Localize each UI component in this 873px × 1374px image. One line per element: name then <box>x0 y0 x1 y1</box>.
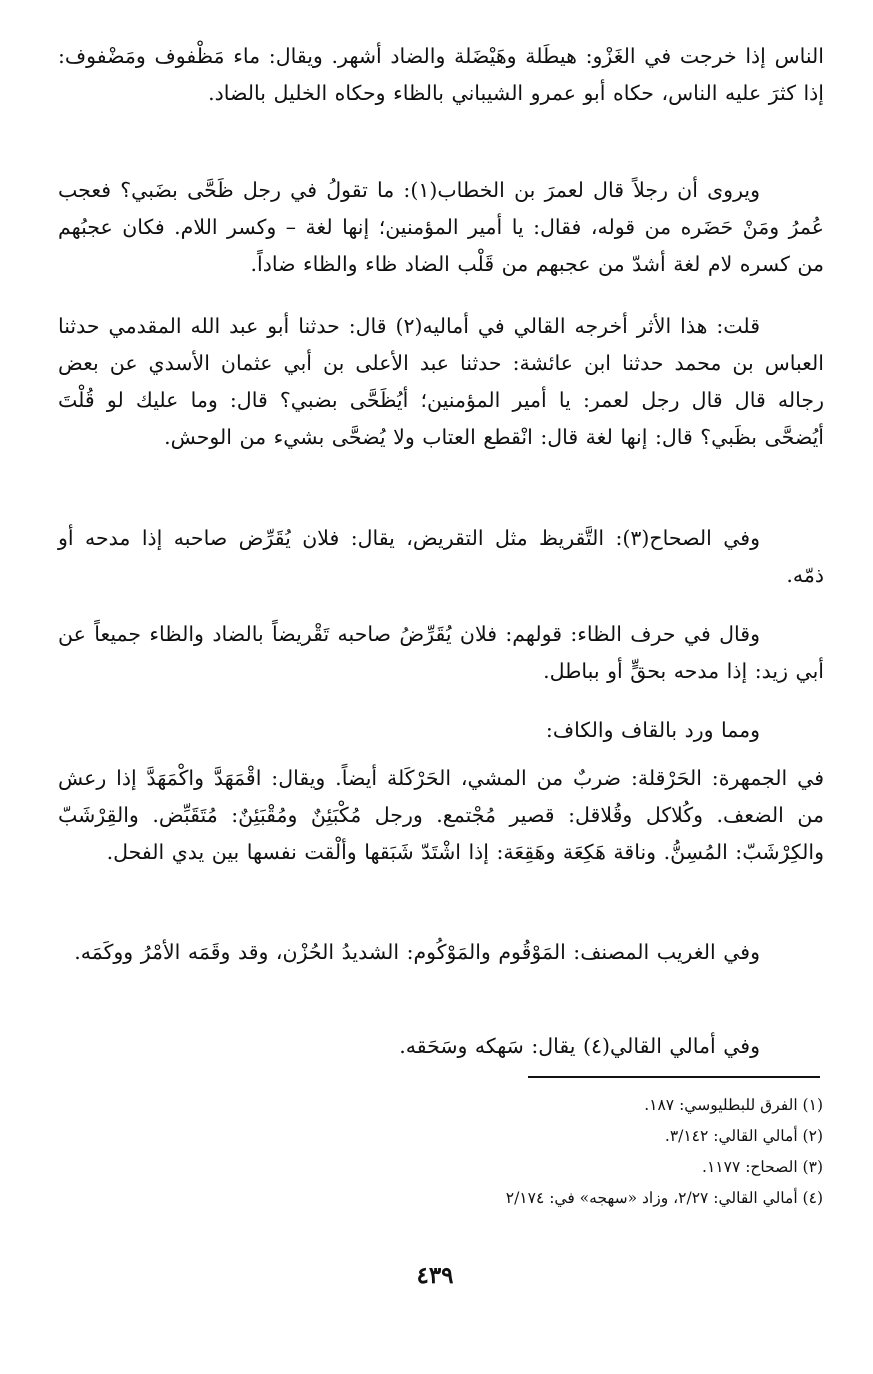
footnotes <box>360 1090 823 1214</box>
footnote-4: (٤) أمالي القالي: ٢/٢٧، وزاد «سهجه» في: ٢/١٧٤ <box>505 1189 823 1207</box>
paragraph-9: وفي أمالي القالي(٤) يقال: سَهكه وسَحَقه. <box>399 1034 760 1058</box>
footnote-1: (١) الفرق للبطليوسي: ١٨٧. <box>644 1096 823 1114</box>
paragraph-4: وفي الصحاح(٣): التَّقريظ مثل التقريض، يقال: فلان يُقَرِّض صاحبه إذا مدحه أو ذمّه. <box>58 526 824 587</box>
body-text <box>58 172 824 283</box>
paragraph-8: وفي الغريب المصنف: المَوْقُوم والمَوْكُوم: الشديدُ الحُزْن، وقد وقَمَه الأمْرُ ووكَمَه. <box>74 940 760 964</box>
footnote-2: (٢) أمالي القالي: ٣/١٤٢. <box>664 1127 823 1145</box>
body-text <box>58 616 824 690</box>
body-text <box>58 520 824 594</box>
body-text <box>58 1028 824 1065</box>
paragraph-3: قلت: هذا الأثر أخرجه القالي في أماليه(٢) قال: حدثنا أبو عبد الله المقدمي حدثنا العباس بن محمد حدثنا ابن عائشة: حدثنا عبد الأعلى بن أبي عثمان الأسدي عن بعض رجاله قال قال رجل لعمر: يا أمير المؤمنين؛ أيُظَحَّى بضبي؟ قال: وما عليك لو قُلْتَ أيُضحَّى بظَبي؟ قال: إنها لغة قال: انْقطع العتاب ولا يُضحَّى بشيء من الوحش. <box>58 314 824 449</box>
footnote-3: (٣) الصحاح: ١١٧٧. <box>702 1158 823 1176</box>
body-text <box>58 934 824 971</box>
body-text <box>58 712 824 749</box>
body-text <box>58 760 824 871</box>
page-number: ٤٣٩ <box>416 1262 454 1289</box>
body-text <box>58 308 824 456</box>
paragraph-6: ومما ورد بالقاف والكاف: <box>545 718 760 742</box>
footnote-divider <box>528 1076 820 1078</box>
paragraph-7: في الجمهرة: الحَرْقلة: ضربٌ من المشي، الحَرْكَلة أيضاً. ويقال: اقْمَهَدَّ واكْمَهَدَّ إذا رعش من الضعف. وكُلاكل وقُلاقل: قصير مُجْتمع. ورجل مُكْبَئِنٌ ومُقْبَئِنٌ: مُتَقَبِّض. والقِرْشَبّ والكِرْشَبّ: المُسِنُّ. وناقة هَكِعَة وهَقِعَة: إذا اشْتَدّ شَبَقها وألْقت نفسها بين يدي الفحل. <box>58 766 824 864</box>
paragraph-5: وقال في حرف الظاء: قولهم: فلان يُقَرِّضُ صاحبه تَقْريضاً بالضاد والظاء جميعاً عن أبي زيد: إذا مدحه بحقٍّ أو بباطل. <box>58 622 824 683</box>
paragraph-2: ويروى أن رجلاً قال لعمرَ بن الخطاب(١): ما تقولُ في رجل ظَحَّى بضَبي؟ فعجب عُمرُ ومَنْ حَضَره من قوله، فقال: يا أمير المؤمنين؛ إنها لغة – وكسر اللام. فكان عجبُهم من كسره لام لغة أشدّ من عجبهم من قَلْب الضاد ظاء والظاء ضاداً. <box>58 178 824 276</box>
paragraph-1: الناس إذا خرجت في الغَزْو: هيطَلة وهَيْضَلة والضاد أشهر. ويقال: ماء مَظْفوف ومَضْفوف: إذا كثرَ عليه الناس، حكاه أبو عمرو الشيباني بالظاء وحكاه الخليل بالضاد. <box>58 44 824 105</box>
body-text <box>58 38 824 112</box>
